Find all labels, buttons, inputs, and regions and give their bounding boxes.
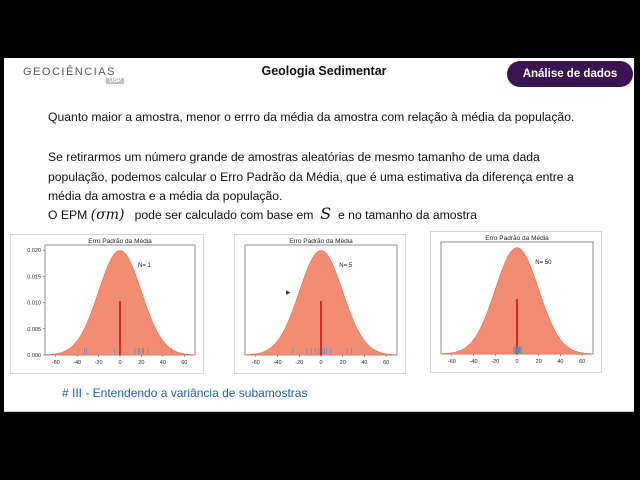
chart-n50-svg [431, 232, 601, 372]
logo-text: GEOCIÊNCIAS [23, 66, 116, 78]
paragraph-2: Se retirarmos um número grande de amostras aleatórias de mesmo tamanho de uma dada população, podemos calcular o Erro Padrão da Média, que é uma estimativa da diferença entre a média da amostra e a média da população. [48, 150, 574, 203]
chart-n1 [10, 234, 204, 374]
x-tick-label: 20 [535, 359, 542, 365]
x-tick-label: -20 [94, 360, 103, 366]
slide [4, 58, 634, 412]
chart-n50 [430, 231, 602, 373]
paragraph-1: Quanto maior a amostra, menor o errro da média da amostra com relação à média da população. [48, 110, 575, 124]
sample-size-label: N= 1 [138, 263, 151, 269]
x-tick-label: 20 [138, 360, 145, 366]
sample-size-label: N= 5 [339, 263, 353, 269]
chart-title: Erro Padrão da Média [88, 238, 152, 245]
x-tick-label: -40 [273, 360, 282, 366]
x-tick-label: 0 [118, 360, 122, 366]
x-tick-label: 0 [515, 359, 519, 365]
y-tick-label: 0.015 [27, 274, 41, 281]
x-tick-label: -60 [447, 359, 456, 365]
sigma-m-symbol: (σm) [90, 207, 125, 223]
x-tick-label: 40 [557, 359, 564, 365]
x-tick-label: 40 [159, 360, 166, 366]
chart-title: Erro Padrão da Média [485, 235, 549, 242]
chart-n5 [234, 234, 406, 374]
x-tick-label: -40 [73, 360, 82, 366]
x-tick-label: 60 [181, 360, 188, 366]
y-tick-label: 0.020 [27, 248, 41, 255]
x-tick-label: -20 [295, 360, 304, 366]
x-tick-label: -60 [251, 360, 260, 366]
p3-text-b: pode ser calculado com base em [134, 208, 314, 222]
y-tick-label: 0.010 [27, 300, 41, 307]
section-badge: Análise de dados [507, 61, 633, 87]
section-footer: # III - Entendendo a variância de subamostras [62, 386, 308, 400]
x-tick-label: 60 [383, 360, 390, 366]
x-tick-label: 20 [339, 360, 346, 366]
slide-title: Geologia Sedimentar [261, 64, 387, 78]
chart-n5-svg [235, 235, 405, 373]
mouse-cursor-icon: ▸ [286, 287, 291, 297]
chart-n1-svg [11, 235, 203, 373]
x-tick-label: 0 [319, 360, 323, 366]
x-tick-label: -60 [51, 360, 60, 366]
logo-sub: USP [106, 78, 124, 84]
y-tick-label: 0.005 [27, 326, 41, 333]
s-symbol: S [320, 204, 332, 223]
x-tick-label: -40 [469, 359, 478, 365]
x-tick-label: 60 [579, 359, 586, 365]
chart-title: Erro Padrão da Média [289, 238, 353, 245]
x-tick-label: -20 [491, 359, 500, 365]
sample-size-label: N= 50 [535, 260, 552, 266]
y-tick-label: 0.000 [27, 353, 41, 359]
p3-text-a: O EPM [48, 208, 88, 222]
paragraph-3 [48, 204, 477, 226]
x-tick-label: 40 [361, 360, 368, 366]
p3-text-c: e no tamanho da amostra [338, 208, 477, 222]
